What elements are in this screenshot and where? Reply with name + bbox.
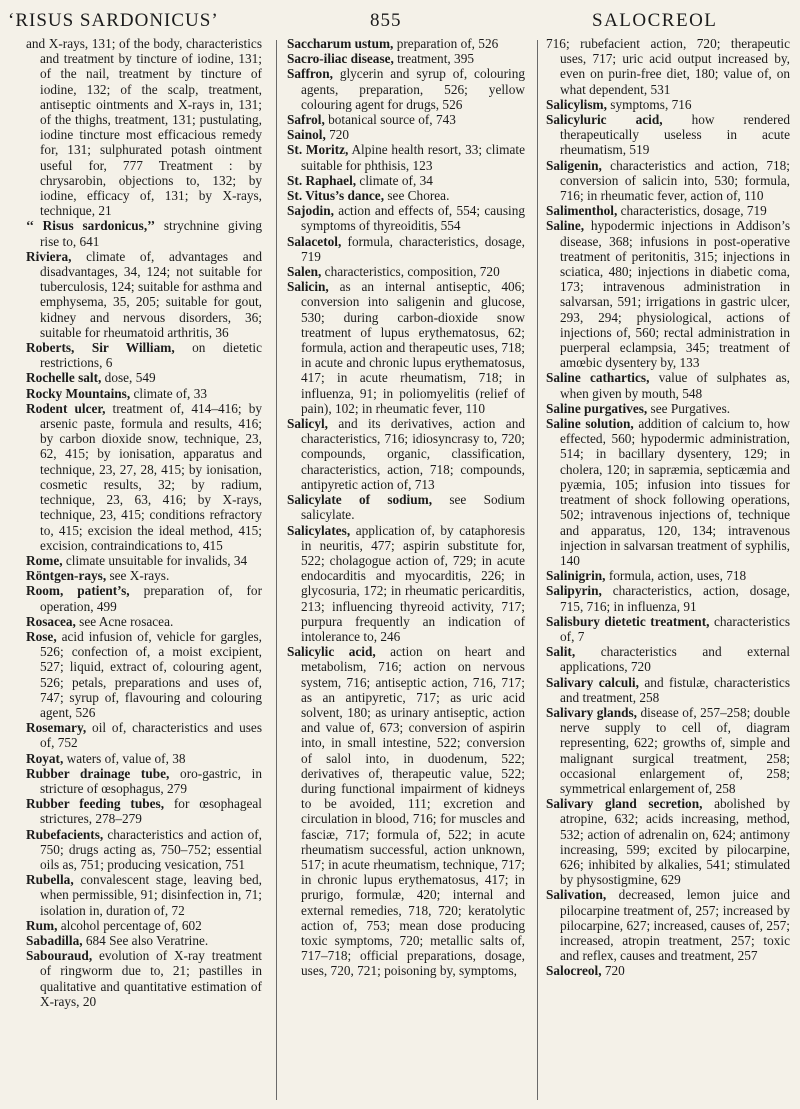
index-entry-text: formula, action, uses, 718 bbox=[605, 568, 747, 584]
index-headword: Salimenthol, bbox=[546, 203, 618, 219]
index-headword: Saligenin, bbox=[546, 157, 602, 173]
index-entry bbox=[26, 36, 262, 218]
index-column-1 bbox=[26, 36, 262, 1009]
index-entry bbox=[546, 218, 790, 370]
index-entry bbox=[287, 142, 525, 172]
index-entry-text: strychnine giving rise to, 641 bbox=[40, 218, 262, 249]
index-entry bbox=[546, 568, 790, 583]
index-headword: St. Moritz, bbox=[287, 142, 349, 158]
index-headword: Salicylic acid, bbox=[287, 644, 376, 660]
index-headword: Royat, bbox=[26, 750, 64, 766]
index-entry-text: characteristics and external applications, 720 bbox=[560, 644, 790, 675]
index-entry-text: convalescent stage, leaving bed, when permissible, 91; disinfection in, 71; isolation in, duration of, 72 bbox=[40, 872, 262, 918]
index-column-3 bbox=[546, 36, 790, 979]
index-entry bbox=[26, 827, 262, 873]
index-entry-text: evolution of X-ray treatment of ringworm due to, 21; pastilles in qualitative and quantitative estimation of X-rays, 20 bbox=[40, 948, 262, 1009]
index-entry bbox=[26, 766, 262, 796]
index-headword: Salicyl, bbox=[287, 416, 329, 432]
index-entry-text: action and effects of, 554; causing symptoms of thyreoiditis, 554 bbox=[301, 203, 525, 234]
index-entry bbox=[287, 51, 525, 66]
index-entry bbox=[287, 36, 525, 51]
index-entry bbox=[287, 644, 525, 978]
index-column-2 bbox=[287, 36, 525, 979]
index-entry bbox=[26, 614, 262, 629]
index-entry bbox=[287, 188, 525, 203]
running-head-left: ‘RISUS SARDONICUS’ bbox=[8, 10, 219, 31]
index-entry bbox=[26, 401, 262, 553]
index-entry-text: hypodermic injections in Addison’s disease, 368; infusions in post-operative treatment of peritonitis, 315; injections in sciatica, 480; injections in diabetic coma, 173; intravenous administration in salvarsan, 591; irrigations in gastric ulcer, 293, 294; physiological, actions of injections of, 560; rectal administration in puerperal eclampsia, 345; treatment of amœbic dysentery by, 133 bbox=[560, 218, 790, 371]
index-entry bbox=[26, 933, 262, 948]
index-headword: Rome, bbox=[26, 552, 63, 568]
index-headword: Rocky Mountains, bbox=[26, 385, 131, 401]
index-entry bbox=[26, 583, 262, 613]
index-entry-text: action on heart and metabolism, 716; action on nervous system, 716; antiseptic action, 716, 717; as an antipyretic, 717; as uric acid solvent, 180; as urinary antiseptic, action and value of, 673; conversion of aspirin into, in small intestine, 522; conversion of salol into, in duodenum, 522; derivatives of, therapeutic value, 522; during functional impairment of kidneys to be avoided, 111; excretion and circulation in blood, 716; for muscles and fasciæ, 717; formula of, 522; in acute rheumatism successful, action unknown, 517; in acute rheumatism, technique, 717; in chronic lupus erythematosus, 417; in prurigo, formulæ, 420; internal and external remedies, 718, 720; keratolytic action of, 753; mean dose producing toxic symptoms, 720; metallic salts of, 717–718; official preparations, dosage, uses, 720, 721; poisoning by, symptoms, bbox=[301, 644, 526, 979]
index-entry-text: 720 bbox=[325, 127, 350, 143]
index-entry bbox=[546, 158, 790, 204]
index-headword: Salicyluric acid, bbox=[546, 112, 663, 128]
index-entry bbox=[26, 751, 262, 766]
index-entry-text: decreased, lemon juice and pilocarpine treatment of, 257; increased by pilocarpine, 627; increased, causes of, 257; increased, atropin treatment, 257; toxic and reflex, causes and treatment, 257 bbox=[560, 887, 790, 964]
index-headword: Saffron, bbox=[287, 66, 333, 82]
index-headword: Sabadilla, bbox=[26, 932, 83, 948]
index-entry bbox=[26, 918, 262, 933]
index-headword: Salicin, bbox=[287, 279, 329, 295]
index-entry-text: as an internal antiseptic, 406; conversion into saligenin and glucose, 530; during carbon-dioxide snow treatment of lupus erythematosus, 62; formula, action and therapeutic uses, 718; in acute and chronic lupus erythematosus, 417; in acute rheumatism, 718; in influenza, 91; in poliomyelitis (relief of pain), 102; in rheumatic fever, 110 bbox=[301, 279, 525, 416]
index-entry-text: and its derivatives, action and characteristics, 716; idiosyncrasy to, 720; compounds, organic, classification, characteristics, action, 718; compounds, antipyretic action of, 713 bbox=[301, 416, 525, 492]
index-headword: Salivary gland secretion, bbox=[546, 796, 703, 812]
index-entry bbox=[546, 112, 790, 158]
index-entry-text: dose, 549 bbox=[101, 370, 156, 386]
index-entry bbox=[546, 963, 790, 978]
index-entry-text: value of sulphates as, when given by mouth, 548 bbox=[560, 370, 790, 401]
index-headword: Room, patient’s, bbox=[26, 583, 130, 599]
index-entry-text: characteristics, action, dosage, 715, 716; in influenza, 91 bbox=[560, 583, 790, 614]
index-entry bbox=[546, 401, 790, 416]
index-entry bbox=[26, 948, 262, 1009]
index-headword: Salivation, bbox=[546, 887, 607, 903]
index-headword: St. Raphael, bbox=[287, 172, 357, 188]
index-headword: Salinigrin, bbox=[546, 568, 606, 584]
index-entry-text: formula, characteristics, dosage, 719 bbox=[301, 233, 525, 264]
index-entry-text: see Chorea. bbox=[384, 188, 450, 204]
index-entry bbox=[287, 523, 525, 645]
index-headword: Safrol, bbox=[287, 112, 325, 128]
index-entry-text: see X-rays. bbox=[106, 568, 170, 584]
index-entry-text: for œsophageal strictures, 278–279 bbox=[40, 796, 262, 827]
index-headword: Sainol, bbox=[287, 127, 326, 143]
index-headword: Rosemary, bbox=[26, 720, 87, 736]
index-headword: Saline, bbox=[546, 218, 585, 234]
index-entry bbox=[26, 568, 262, 583]
index-entry-text: acid infusion of, vehicle for gargles, 526; confection of, a moist excipient, 527; liquid, extract of, colouring agent, 526; petals, preparations and uses of, 747; syrup of, flavouring and colouring agent, 526 bbox=[40, 628, 262, 720]
index-entry-text: treatment, 395 bbox=[393, 51, 474, 67]
index-entry-text: treatment of, 414–416; by arsenic paste, formula and results, 416; by carbon dioxide snow, technique, 23, 62, 415; by ionisation, apparatus and technique, 23, 27, 28, 415; by ionisation, cosmetic results, 32; by radium, technique, 23, 63, 416; by X-rays, technique, 23, 415; conditions refractory to, 415; excision the ideal method, 415; excision, contraindications to, 415 bbox=[40, 400, 263, 553]
index-headword: Salicylism, bbox=[546, 96, 607, 112]
index-entry bbox=[546, 416, 790, 568]
index-headword: Rosacea, bbox=[26, 613, 76, 629]
index-entry-text: see Acne rosacea. bbox=[75, 613, 174, 629]
index-headword: Rodent ulcer, bbox=[26, 400, 106, 416]
index-entry-text: preparation of, 526 bbox=[393, 36, 499, 51]
index-headword: Salivary calculi, bbox=[546, 674, 639, 690]
index-entry-text: climate unsuitable for invalids, 34 bbox=[62, 552, 248, 568]
index-entry bbox=[287, 416, 525, 492]
index-headword: Rum, bbox=[26, 917, 58, 933]
index-entry bbox=[546, 583, 790, 613]
index-entry-text: botanical source of, 743 bbox=[324, 112, 456, 128]
index-entry-text: oro-gastric, in stricture of œsophagus, 279 bbox=[40, 765, 262, 796]
index-headword: Sacro-iliac disease, bbox=[287, 51, 394, 67]
index-entry-text: characteristics and action of, 750; drugs acting as, 750–752; essential oils as, 751; producing vesication, 751 bbox=[40, 826, 262, 872]
index-entry bbox=[546, 97, 790, 112]
index-entry bbox=[26, 370, 262, 385]
index-entry bbox=[546, 370, 790, 400]
index-entry-text: Alpine health resort, 33; climate suitable for phthisis, 123 bbox=[301, 142, 525, 173]
index-headword: Saline solution, bbox=[546, 416, 634, 432]
index-entry-text: characteristics, dosage, 719 bbox=[617, 203, 767, 219]
index-entry bbox=[546, 705, 790, 796]
index-entry-text: climate of, advantages and disadvantages, 34, 124; not suitable for tuberculosis, 124; suitable for asthma and emphysema, 35, 205; suitable for gout, kidney and nervous disorders, 36; suitable for rheumatoid arthritis, 36 bbox=[40, 248, 262, 340]
index-headword: Rose, bbox=[26, 628, 57, 644]
index-entry-text: characteristics, composition, 720 bbox=[321, 264, 500, 280]
index-entry bbox=[26, 218, 262, 248]
index-headword: Salicylate of sodium, bbox=[287, 492, 433, 508]
index-headword: Rochelle salt, bbox=[26, 370, 102, 386]
column-divider bbox=[537, 40, 538, 1100]
index-entry bbox=[26, 249, 262, 340]
index-headword: Salivary glands, bbox=[546, 704, 637, 720]
index-headword: Rubber drainage tube, bbox=[26, 765, 170, 781]
index-entry bbox=[287, 127, 525, 142]
index-entry bbox=[287, 492, 525, 522]
index-entry-text: climate of, 34 bbox=[356, 172, 433, 188]
index-headword: Salipyrin, bbox=[546, 583, 602, 599]
index-entry-text: addition of calcium to, how effected, 560; hypodermic administration, 514; in bacillary dysentery, 129; in cholera, 120; in sapræmia, septicæmia and pyæmia, 105; infusion into tissues for treatment of shock following operations, 502; intravenous injections of, technique and apparatus, 120, 134; intravenous injection in salvarsan treatment of syphilis, 140 bbox=[560, 416, 790, 568]
index-entry-text: and fistulæ, characteristics and treatment, 258 bbox=[560, 674, 791, 705]
index-entry bbox=[546, 887, 790, 963]
index-entry bbox=[287, 112, 525, 127]
index-entry bbox=[26, 796, 262, 826]
index-headword: Rubella, bbox=[26, 872, 74, 888]
index-entry-text: how rendered therapeutically useless in acute rheumatism, 519 bbox=[560, 112, 791, 158]
index-entry bbox=[287, 66, 525, 112]
index-entry-text: disease of, 257–258; double nerve supply to cell of, diagram representing, 622; growths of, simple and malignant surgical treatment, 258; occasional enlargement of, 258; symmetrical enlargement of, 258 bbox=[560, 704, 790, 796]
index-entry-text: oil of, characteristics and uses of, 752 bbox=[40, 720, 262, 751]
index-headword: Röntgen-rays, bbox=[26, 568, 107, 584]
index-entry bbox=[287, 173, 525, 188]
index-entry bbox=[287, 279, 525, 416]
index-entry bbox=[287, 264, 525, 279]
index-headword: Salisbury dietetic treatment, bbox=[546, 613, 710, 629]
index-entry-text: 720 bbox=[601, 963, 625, 979]
index-headword: Roberts, Sir William, bbox=[26, 340, 175, 356]
page-number: 855 bbox=[370, 10, 402, 31]
index-headword: Saccharum ustum, bbox=[287, 36, 394, 51]
index-headword: ‘‘ Risus sardonicus,’’ bbox=[26, 218, 156, 234]
index-entry bbox=[546, 644, 790, 674]
index-headword: Rubefacients, bbox=[26, 826, 104, 842]
index-headword: Sajodin, bbox=[287, 203, 334, 219]
index-entry bbox=[287, 203, 525, 233]
index-entry-text: and X-rays, 131; of the body, characteristics and treatment by tincture of iodine, 131; of the nail, treatment by tincture of iodine, 132; of the scalp, treatment, antiseptic ointments and X-rays in, 131; of the thighs, treatment, 131; pustulating, iodine tincture most efficacious remedy for, 131; sulphurated potash ointment useful for, 777 Treatment : by chrysarobin, objections to, 132; by iodine, efficacy of, 131; by X-rays, technique, 21 bbox=[26, 36, 262, 219]
index-entry bbox=[546, 203, 790, 218]
index-headword: Sabouraud, bbox=[26, 948, 93, 964]
index-entry-text: climate of, 33 bbox=[130, 385, 207, 401]
index-headword: Salicylates, bbox=[287, 522, 351, 538]
index-entry-text: preparation of, for operation, 499 bbox=[40, 583, 262, 614]
index-headword: Salen, bbox=[287, 264, 322, 280]
index-entry-text: abolished by atropine, 632; acids increasing, method, 532; action of adrenalin on, 624; antimony increasing, 599; excited by pilocarpine, 626; inhibited by alkalies, 541; stimulated by physostigmine, 629 bbox=[560, 796, 790, 888]
index-entry-text: symptoms, 716 bbox=[606, 96, 692, 112]
index-entry-text: glycerin and syrup of, colouring agents, preparation, 526; yellow colouring agent for drugs, 526 bbox=[301, 66, 525, 112]
index-headword: Saline cathartics, bbox=[546, 370, 650, 386]
index-headword: Salocreol, bbox=[546, 963, 602, 979]
index-headword: Salit, bbox=[546, 644, 576, 660]
index-entry bbox=[26, 629, 262, 720]
index-entry-text: 716; rubefacient action, 720; therapeutic uses, 717; uric acid output increased by, even on purin-free diet, 180; value of, on what dependent, 531 bbox=[546, 36, 790, 97]
index-entry bbox=[26, 340, 262, 370]
index-headword: Saline purgatives, bbox=[546, 400, 648, 416]
index-entry bbox=[546, 675, 790, 705]
index-entry bbox=[546, 614, 790, 644]
column-divider bbox=[276, 40, 277, 1100]
index-entry-text: 684 See also Veratrine. bbox=[82, 932, 209, 948]
index-headword: St. Vitus’s dance, bbox=[287, 188, 385, 204]
index-entry bbox=[26, 720, 262, 750]
index-entry-text: on dietetic restrictions, 6 bbox=[40, 340, 262, 371]
index-entry-text: alcohol percentage of, 602 bbox=[57, 917, 202, 933]
index-entry bbox=[26, 386, 262, 401]
index-headword: Salacetol, bbox=[287, 233, 342, 249]
running-head bbox=[0, 6, 800, 32]
index-entry bbox=[546, 796, 790, 887]
index-entry-text: characteristics and action, 718; conversion of salicin into, 530; formula, 716; in rheumatic fever, action of, 110 bbox=[560, 157, 790, 204]
index-entry-text: characteristics of, 7 bbox=[560, 613, 790, 644]
index-entry bbox=[26, 872, 262, 918]
running-head-right: SALOCREOL bbox=[592, 10, 718, 31]
index-headword: Riviera, bbox=[26, 248, 72, 264]
index-entry-text: see Purgatives. bbox=[647, 400, 731, 416]
index-headword: Rubber feeding tubes, bbox=[26, 796, 165, 812]
index-entry bbox=[26, 553, 262, 568]
index-entry-text: application of, by cataphoresis in neuritis, 477; aspirin substitute for, 522; cholagogue action of, 729; in acute endocarditis and myocarditis, 226; in glycosuria, 172; in rheumatic pericarditis, 213; influencing thyreoid activity, 717; purpura frequently an indication of intolerance to, 246 bbox=[301, 522, 525, 644]
index-entry bbox=[287, 234, 525, 264]
index-entry bbox=[546, 36, 790, 97]
index-entry-text: waters of, value of, 38 bbox=[63, 750, 186, 766]
index-entry-text: see Sodium salicylate. bbox=[301, 492, 525, 523]
